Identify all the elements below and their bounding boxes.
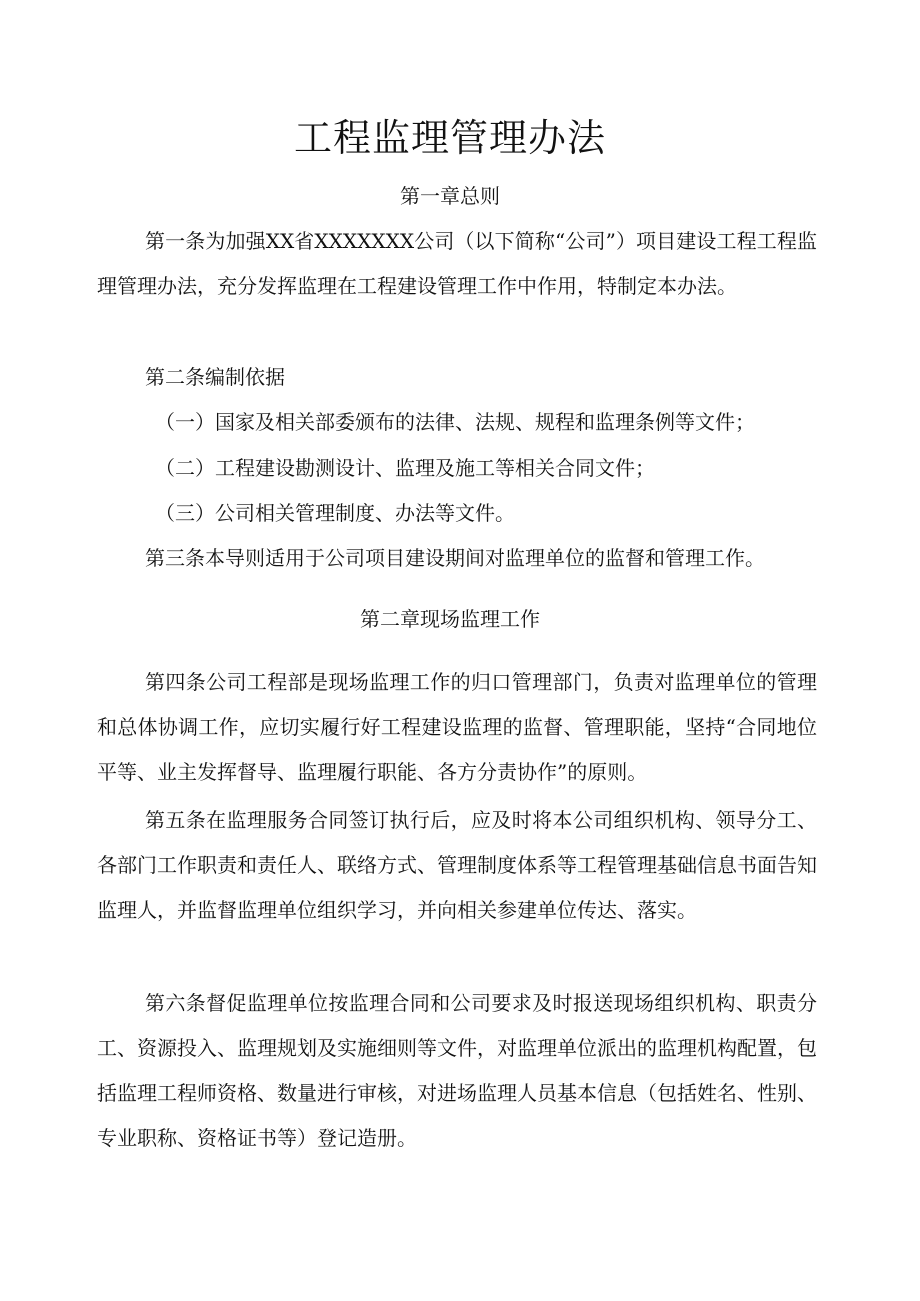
article-2-item-2: （二）工程建设勘测设计、监理及施工等相关合同文件； [155,456,655,480]
article-2-heading: 第二条编制依据 [145,365,285,389]
article-4: 第四条公司工程部是现场监理工作的归口管理部门，负责对监理单位的管理和总体协调工作，应切实履行好工程建设监理的监督、管理职能，坚持“合同地位平等、业主发挥督导、监理履行职能、各方分责协作”的原则。 [97,670,817,784]
article-6: 第六条督促监理单位按监理合同和公司要求及时报送现场组织机构、职责分工、资源投入、监理规划及实施细则等文件，对监理单位派出的监理机构配置，包括监理工程师资格、数量进行审核，对进场监理人员基本信息（包括姓名、性别、专业职称、资格证书等）登记造册。 [97,991,817,1150]
article-3: 第三条本导则适用于公司项目建设期间对监理单位的监督和管理工作。 [145,546,765,570]
chapter-1-heading: 第一章总则 [400,184,500,208]
chapter-2-heading: 第二章现场监理工作 [360,607,540,631]
article-5: 第五条在监理服务合同签订执行后，应及时将本公司组织机构、领导分工、各部门工作职责和责任人、联络方式、管理制度体系等工程管理基础信息书面告知监理人，并监督监理单位组织学习，并向相关参建单位传达、落实。 [97,808,817,922]
article-2-item-1: （一）国家及相关部委颁布的法律、法规、规程和监理条例等文件； [155,410,755,434]
document-title: 工程监理管理办法 [293,116,606,160]
article-1: 第一条为加强XX省XXXXXXX公司（以下简称“公司”）项目建设工程工程监理管理办法，充分发挥监理在工程建设管理工作中作用，特制定本办法。 [97,229,817,298]
article-2-item-3: （三）公司相关管理制度、办法等文件。 [155,501,515,525]
